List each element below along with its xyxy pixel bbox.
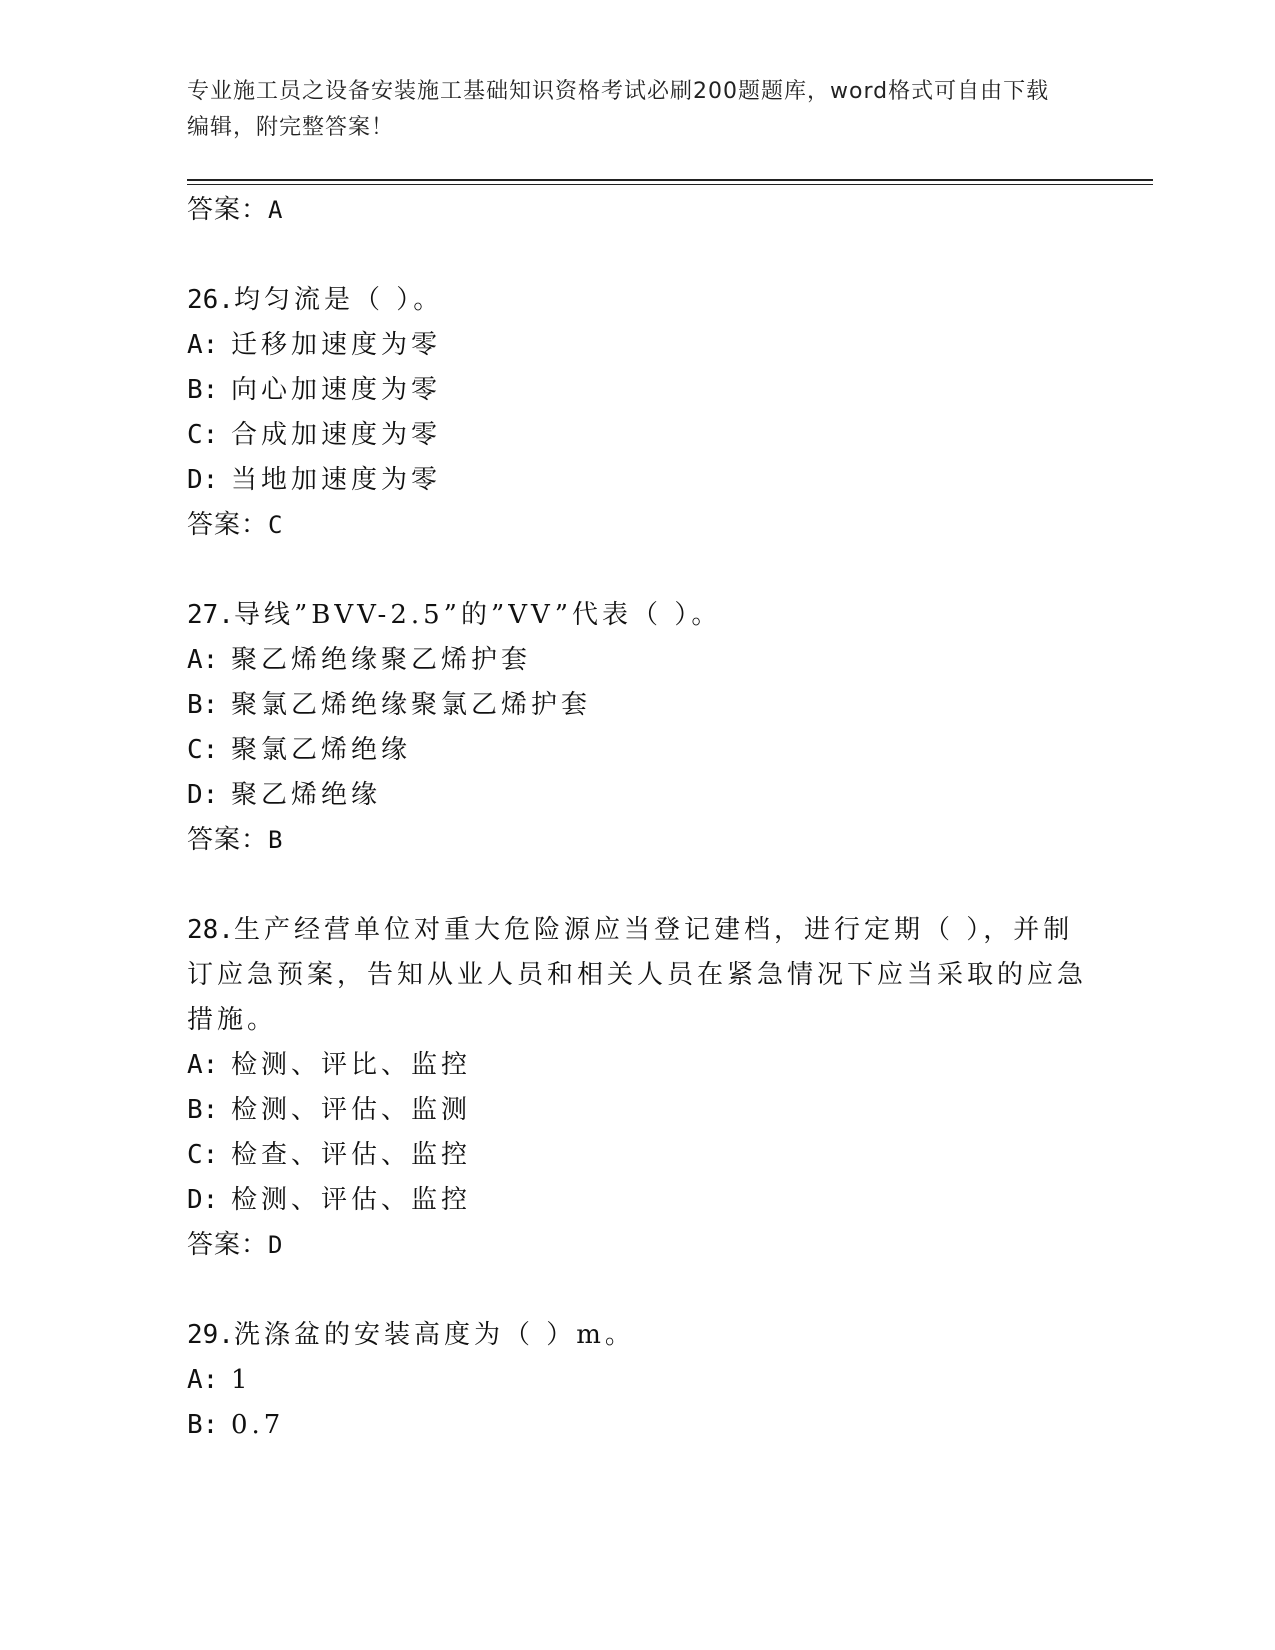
option bbox=[187, 773, 1087, 818]
option-key: A: bbox=[187, 1365, 219, 1395]
spacer bbox=[187, 232, 1087, 278]
question-stem: 生产经营单位对重大危险源应当登记建档，进行定期（ ），并制订应急预案，告知从业人员和相关人员在紧急情况下应当采取的应急措施。 bbox=[187, 915, 1088, 1035]
answer-label: 答案： bbox=[187, 825, 269, 855]
question-text bbox=[187, 908, 1087, 1043]
answer-value: C bbox=[268, 511, 284, 539]
option-key: B: bbox=[187, 375, 219, 405]
question-number: 27. bbox=[187, 600, 234, 630]
option-text: 当地加速度为零 bbox=[231, 465, 442, 495]
question-number: 28. bbox=[187, 915, 234, 945]
option-key: C: bbox=[187, 735, 219, 765]
question-text bbox=[187, 1313, 1087, 1358]
question-text bbox=[187, 278, 1087, 323]
option-key: A: bbox=[187, 645, 219, 675]
option bbox=[187, 683, 1087, 728]
option-text: 0.7 bbox=[231, 1410, 285, 1440]
option-text: 检查、评估、监控 bbox=[231, 1140, 472, 1170]
option-key: D: bbox=[187, 1185, 219, 1215]
option bbox=[187, 728, 1087, 773]
answer-value: A bbox=[268, 196, 284, 224]
option-key: C: bbox=[187, 420, 219, 450]
question-block bbox=[187, 278, 1087, 547]
question-stem: 均匀流是（ ）。 bbox=[233, 285, 444, 315]
option-text: 合成加速度为零 bbox=[231, 420, 442, 450]
answer-line bbox=[187, 818, 1087, 862]
question-stem: 洗涤盆的安装高度为（ ）m。 bbox=[233, 1320, 635, 1350]
header-divider-thin bbox=[187, 184, 1153, 185]
page-header bbox=[187, 74, 1067, 146]
option-key: A: bbox=[187, 1050, 219, 1080]
answer-line bbox=[187, 188, 1087, 232]
option-key: A: bbox=[187, 330, 219, 360]
option-text: 聚氯乙烯绝缘聚氯乙烯护套 bbox=[231, 690, 592, 720]
question-stem: 导线”BVV-2.5”的”VV”代表（ ）。 bbox=[233, 600, 722, 630]
answer-label: 答案： bbox=[187, 510, 269, 540]
question-text bbox=[187, 593, 1087, 638]
answer-label: 答案： bbox=[187, 195, 269, 225]
option bbox=[187, 1133, 1087, 1178]
option-text: 检测、评估、监测 bbox=[231, 1095, 472, 1125]
option bbox=[187, 458, 1087, 503]
option-text: 迁移加速度为零 bbox=[231, 330, 442, 360]
spacer bbox=[187, 862, 1087, 908]
header-divider-thick bbox=[187, 179, 1153, 181]
option bbox=[187, 1358, 1087, 1403]
option-text: 1 bbox=[231, 1365, 252, 1395]
spacer bbox=[187, 547, 1087, 593]
option bbox=[187, 638, 1087, 683]
option bbox=[187, 368, 1087, 413]
spacer bbox=[187, 1267, 1087, 1313]
document-title: 专业施工员之设备安装施工基础知识资格考试必刷200题题库，word格式可自由下载编辑，附完整答案！ bbox=[187, 79, 1050, 140]
answer-value: B bbox=[268, 826, 284, 854]
option-key: C: bbox=[187, 1140, 219, 1170]
question-block bbox=[187, 908, 1087, 1267]
option-key: B: bbox=[187, 1410, 219, 1440]
question-number: 26. bbox=[187, 285, 234, 315]
option-text: 检测、评估、监控 bbox=[231, 1185, 472, 1215]
option bbox=[187, 1403, 1087, 1448]
option bbox=[187, 413, 1087, 458]
answer-line bbox=[187, 1223, 1087, 1267]
option-text: 向心加速度为零 bbox=[231, 375, 442, 405]
option bbox=[187, 1088, 1087, 1133]
option-key: D: bbox=[187, 780, 219, 810]
option-key: D: bbox=[187, 465, 219, 495]
answer-line bbox=[187, 503, 1087, 547]
option bbox=[187, 1043, 1087, 1088]
option-text: 检测、评比、监控 bbox=[231, 1050, 472, 1080]
option-text: 聚乙烯绝缘聚乙烯护套 bbox=[231, 645, 532, 675]
question-number: 29. bbox=[187, 1320, 234, 1350]
question-block bbox=[187, 593, 1087, 862]
option-key: B: bbox=[187, 690, 219, 720]
option-text: 聚乙烯绝缘 bbox=[231, 780, 382, 810]
question-list bbox=[187, 188, 1087, 1448]
answer-label: 答案： bbox=[187, 1230, 269, 1260]
option bbox=[187, 1178, 1087, 1223]
option bbox=[187, 323, 1087, 368]
option-text: 聚氯乙烯绝缘 bbox=[231, 735, 412, 765]
question-block bbox=[187, 1313, 1087, 1448]
answer-value: D bbox=[268, 1231, 284, 1259]
option-key: B: bbox=[187, 1095, 219, 1125]
